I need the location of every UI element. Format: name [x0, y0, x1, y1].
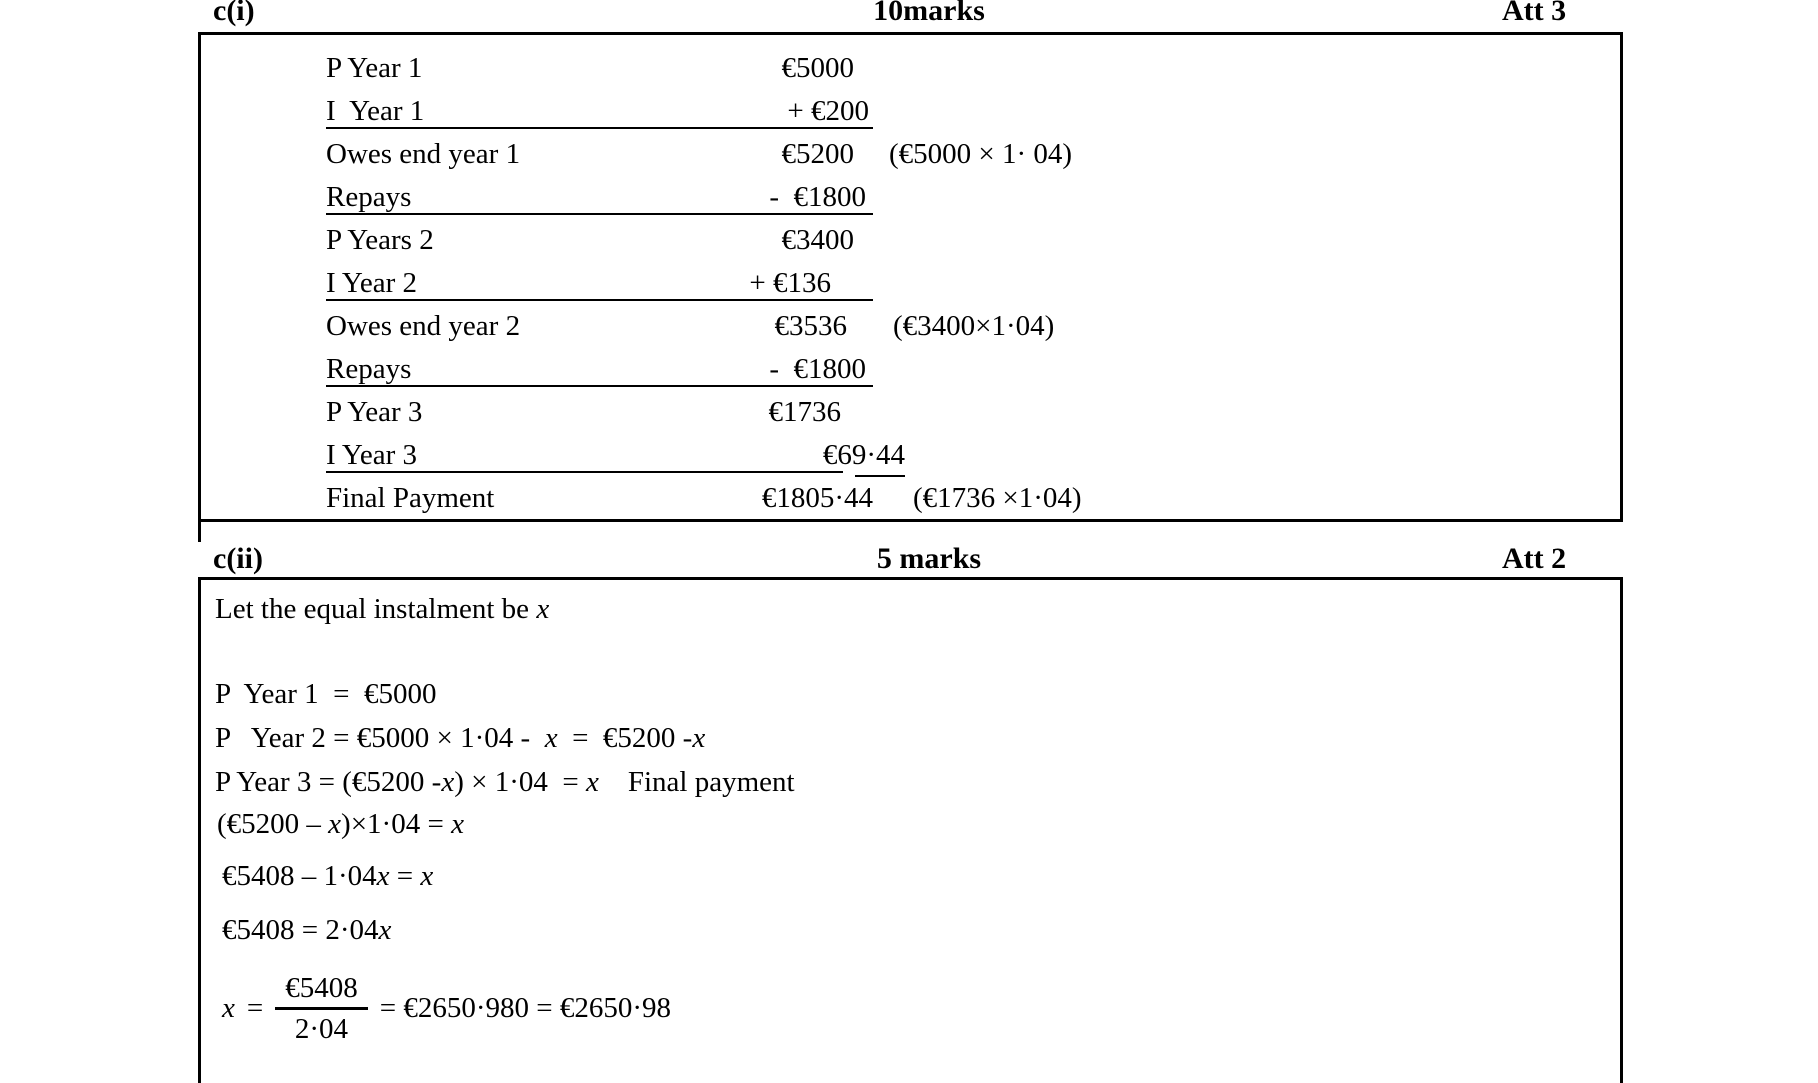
ledger-label: I Year 2 — [326, 267, 418, 299]
equation-segment: P Year 2 = €5000 × 1·04 - — [215, 722, 545, 754]
ledger-label: Repays — [326, 353, 412, 385]
equation-segment: x — [451, 808, 464, 840]
ledger-label: P Year 1 — [326, 52, 423, 84]
ledger-note: (€5000 × 1· 04) — [889, 138, 1073, 170]
equation-line — [215, 720, 705, 756]
equation-line — [222, 912, 391, 948]
equation-segment: x — [544, 722, 558, 754]
ledger-value-text: €3400 — [781, 224, 854, 256]
equation-segment: x — [376, 860, 390, 892]
ledger-row — [326, 306, 1055, 349]
ledger-value-text: €69· — [822, 439, 876, 471]
ledger-value — [782, 48, 874, 91]
ledger-row — [326, 392, 873, 435]
ledger-value — [769, 177, 873, 220]
ledger-label: I Year 3 — [326, 439, 418, 471]
equation-segment: Final payment — [598, 766, 795, 798]
fraction-numerator: €5408 — [275, 972, 368, 1010]
ledger-value — [769, 392, 874, 435]
equation-segment: €5408 – 1·04 — [222, 860, 377, 892]
ledger-value-text: €5200 — [781, 138, 854, 170]
part-label-ci: c(i) — [213, 0, 255, 27]
equation-final — [222, 972, 671, 1045]
attempt-label-ci: Att 3 — [1502, 0, 1567, 27]
box-border-artifact — [198, 520, 201, 542]
ledger-value-text: - €1800 — [769, 353, 866, 385]
ledger-value — [762, 478, 873, 521]
equation-segment: x — [692, 722, 706, 754]
ledger-value-text: €5000 — [781, 52, 854, 84]
equation-segment: = — [389, 860, 421, 892]
equation-segment: P Year 3 = (€5200 - — [215, 766, 442, 798]
ledger-value-text: - €1800 — [769, 181, 866, 213]
equation-line — [215, 591, 549, 627]
ledger-value-text: + €200 — [787, 95, 869, 127]
ledger-note: (€3400×1·04) — [893, 310, 1055, 342]
equation-segment: P Year 1 = €5000 — [215, 678, 437, 710]
equation-segment: x — [536, 593, 550, 625]
ledger-row — [326, 263, 873, 306]
ledger-value — [749, 263, 873, 306]
ledger-label: Owes end year 2 — [326, 310, 521, 342]
equation-line — [215, 764, 795, 800]
ledger-label: Owes end year 1 — [326, 138, 521, 170]
ledger-label: Repays — [326, 181, 412, 213]
ledger-label: Final Payment — [326, 482, 495, 514]
ledger-value — [769, 349, 873, 392]
fraction-denominator: 2·04 — [294, 1013, 349, 1045]
equation-segment: x — [328, 808, 342, 840]
ledger-row — [326, 220, 873, 263]
part-label-cii: c(ii) — [213, 542, 263, 575]
ledger-value-text: + €136 — [749, 267, 831, 299]
ledger-value-text: €1736 — [768, 396, 841, 428]
ledger-row — [326, 435, 905, 478]
ledger-value — [775, 306, 874, 349]
equation-lhs: x — [222, 992, 235, 1024]
ledger-value-tail: 44 — [876, 439, 905, 471]
equation-segment: Let the equal instalment be — [215, 593, 537, 625]
equation-line — [222, 858, 433, 894]
ledger-label: P Year 3 — [326, 396, 423, 428]
ledger-note: (€1736 ×1·04) — [913, 482, 1082, 514]
equation-result: = €2650·980 = €2650·98 — [379, 992, 672, 1024]
ledger-value — [782, 220, 874, 263]
ledger-label: P Years 2 — [326, 224, 434, 256]
ledger-value-text: €1805·44 — [761, 482, 873, 514]
ledger-row — [326, 478, 1082, 521]
fraction — [275, 972, 368, 1045]
ledger-value — [787, 91, 873, 134]
underline-main — [326, 471, 843, 473]
equals-sign: = — [246, 992, 264, 1024]
ledger — [326, 48, 1082, 521]
underline-tail — [855, 475, 905, 477]
ledger-row — [326, 134, 1073, 177]
equation-segment: x — [420, 860, 434, 892]
equation-segment: €5408 = 2·04 — [222, 914, 379, 946]
marks-label-cii: 5 marks — [876, 542, 982, 575]
equation-segment: x — [441, 766, 455, 798]
ledger-row — [326, 349, 873, 392]
attempt-label-cii: Att 2 — [1502, 542, 1567, 575]
solution-box-ci — [198, 32, 1623, 522]
marks-label-ci: 10marks — [873, 0, 985, 27]
equation-line — [215, 676, 437, 712]
equation-segment: )×1·04 = — [341, 808, 452, 840]
ledger-label: I Year 1 — [326, 95, 425, 127]
ledger-row — [326, 91, 873, 134]
equation-segment: ) × 1·04 = — [454, 766, 586, 798]
ledger-value — [782, 134, 874, 177]
equation-segment: x — [586, 766, 599, 798]
equation-line — [217, 806, 464, 842]
ledger-row — [326, 177, 873, 220]
equation-segment: = €5200 - — [557, 722, 693, 754]
equation-segment: (€5200 – — [217, 808, 329, 840]
equation-segment: x — [378, 914, 392, 946]
ledger-value-text: €3536 — [774, 310, 847, 342]
ledger-row — [326, 48, 873, 91]
